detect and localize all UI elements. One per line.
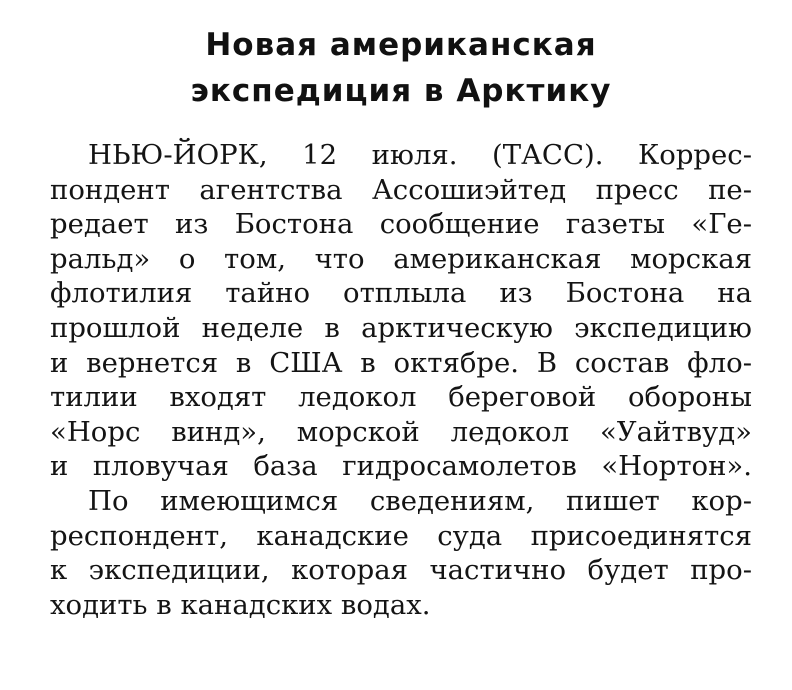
- article-headline: [50, 22, 752, 114]
- body-line: пондент агентства Ассошиэйтед пресс пе-: [50, 173, 752, 206]
- body-line: По имеющимся сведениям, пишет кор-: [88, 484, 752, 517]
- headline-line-1: Новая американская: [205, 27, 597, 63]
- headline-line-2: экспедиция в Арктику: [190, 73, 612, 109]
- body-line: ходить в канадских водах.: [50, 588, 431, 621]
- body-line: прошлой неделе в арктическую экспедицию: [50, 311, 752, 344]
- body-line: тилии входят ледокол береговой обороны: [50, 381, 752, 414]
- body-line: редает из Бостона сообщение газеты «Ге-: [50, 208, 752, 241]
- body-line: и пловучая база гидросамолетов «Нортон».: [50, 450, 752, 483]
- body-line: НЬЮ-ЙОРК, 12 июля. (ТАСС). Коррес-: [88, 139, 752, 171]
- body-line: ральд» о том, что американская морская: [50, 242, 752, 275]
- paragraph-1: [50, 138, 752, 484]
- body-line: и вернется в США в октябре. В состав фло-: [50, 346, 752, 379]
- article-body: [50, 138, 752, 622]
- body-line: флотилия тайно отплыла из Бостона на: [50, 277, 752, 310]
- body-line: «Норс винд», морской ледокол «Уайтвуд»: [50, 415, 752, 448]
- paragraph-2: [50, 484, 752, 622]
- body-line: к экспедиции, которая частично будет про-: [50, 554, 752, 587]
- body-line: респондент, канадские суда присоединятся: [50, 519, 752, 552]
